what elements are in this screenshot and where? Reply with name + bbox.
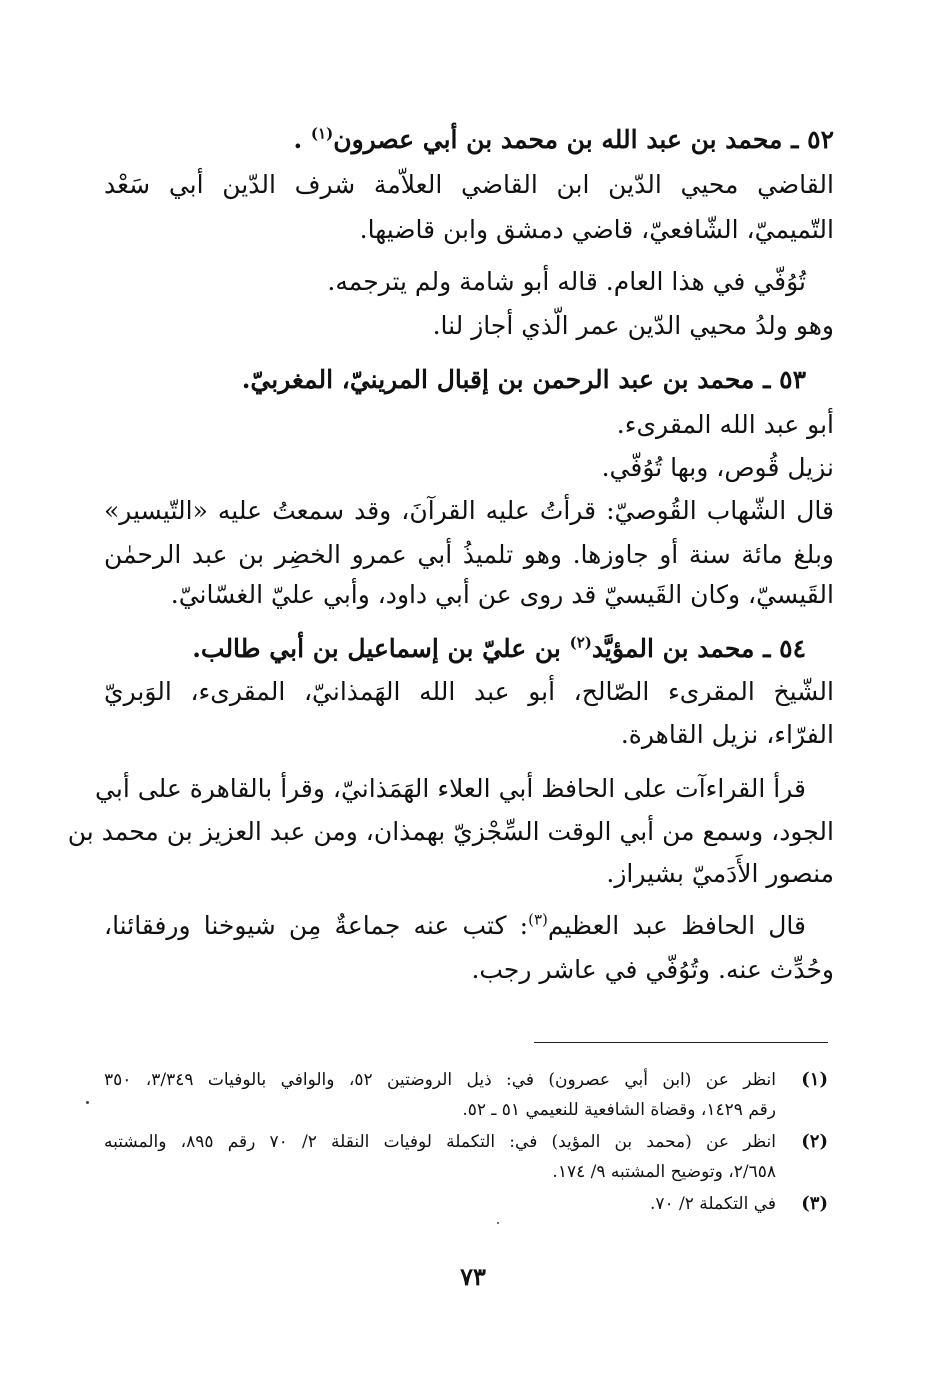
footnote-ref-3[interactable]: (٣) [528, 910, 548, 929]
entry-54-line-2: الفرّاء، نزيل القاهرة. [620, 720, 834, 749]
scan-speck [497, 1222, 499, 1224]
entry-53-heading: ٥٣ ـ محمد بن عبد الرحمن بن إقبال المرينيّ، المغربيّ. [241, 365, 806, 394]
entry-52-line-4: وهو ولدُ محيي الدّين عمر الّذي أجاز لنا. [432, 311, 834, 340]
footnote-1-number: (١) [801, 1069, 828, 1090]
entry-54-heading-a: ٥٤ ـ محمد بن المؤيَّد [591, 634, 806, 663]
footnote-2-number: (٢) [801, 1131, 828, 1152]
entry-54-line-4: الجود، وسمع من أبي الوقت السِّجْزيّ بهمذان، ومن عبد العزيز بن محمد بن [67, 817, 834, 846]
footnote-3-line-1: في التكملة ٢/ ٧٠. [649, 1194, 776, 1214]
footnote-ref-1[interactable]: (١) [310, 124, 334, 143]
footnote-ref-2[interactable]: (٢) [569, 633, 592, 652]
entry-54-line-1: الشّيخ المقرىء الصّالح، أبو عبد الله الهَمذانيّ، المقرىء، الوَبريّ [104, 677, 834, 706]
footnote-rule [534, 1042, 828, 1043]
entry-53-line-2: نزيل قُوص، وبها تُوُفّي. [601, 453, 834, 482]
entry-54-line-3: قرأ القراءآت على الحافظ أبي العلاء الهَمَذانيّ، وقرأ بالقاهرة على أبي [95, 774, 806, 803]
footnote-2-line-2: ٢/٦٥٨، وتوضيح المشتبه ٩/ ١٧٤. [552, 1162, 776, 1182]
entry-54-heading [192, 632, 806, 666]
entry-54-line-5: منصور الأَدَميّ بشيراز. [606, 859, 834, 888]
scan-speck [86, 1101, 89, 1104]
entry-54-heading-b: بن عليّ بن إسماعيل بن أبي طالب. [192, 634, 561, 663]
entry-53-line-4: وبلغ مائة سنة أو جاوزها. وهو تلميذُ أبي عمرو الخضِر بن عبد الرحمٰن [104, 540, 834, 569]
entry-52-heading-text: ٥٢ ـ محمد بن عبد الله بن محمد بن أبي عصرون [333, 125, 834, 154]
entry-52-line-1: القاضي محيي الدّين ابن القاضي العلاّمة شرف الدّين أبي سَعْد [104, 170, 834, 199]
entry-54-quote [104, 909, 806, 943]
entry-53-line-3: قال الشّهاب القُوصيّ: قرأتُ عليه القرآنَ، وقد سمعتُ عليه «التّيسير» [104, 496, 834, 525]
footnote-1-line-1: انظر عن (ابن أبي عصرون) في: ذيل الروضتين ٥٢، والوافي بالوفيات ٣/٣٤٩، ٣٥٠ [104, 1070, 776, 1090]
entry-53-line-1: أبو عبد الله المقرىء. [616, 410, 834, 439]
entry-53-line-5: القَيسيّ، وكان القَيسيّ قد روى عن أبي داود، وأبي عليّ الغسّانيّ. [170, 580, 834, 609]
entry-52-heading-end: . [293, 125, 303, 154]
footnote-1-line-2: رقم ١٤٢٩، وقضاة الشافعية للنعيمي ٥١ ـ ٥٢. [462, 1100, 776, 1120]
entry-54-quote-a: قال الحافظ عبد العظيم [547, 911, 806, 940]
page-number: ٧٣ [460, 1262, 486, 1291]
entry-54-line-6: وحُدِّث عنه. وتُوُفّي في عاشر رجب. [471, 955, 834, 984]
footnote-3-number: (٣) [801, 1193, 828, 1214]
entry-54-quote-b: : كتب عنه جماعةٌ مِن شيوخنا ورفقائنا، [104, 911, 529, 940]
footnote-2-line-1: انظر عن (محمد بن المؤيد) في: التكملة لوفيات النقلة ٢/ ٧٠ رقم ٨٩٥، والمشتبه [104, 1132, 776, 1152]
entry-52-line-2: التّميميّ، الشّافعيّ، قاضي دمشق وابن قاضيها. [359, 215, 834, 244]
entry-52-line-3: تُوُفّي في هذا العام. قاله أبو شامة ولم يترجمه. [327, 267, 806, 296]
entry-52-heading [293, 123, 834, 157]
